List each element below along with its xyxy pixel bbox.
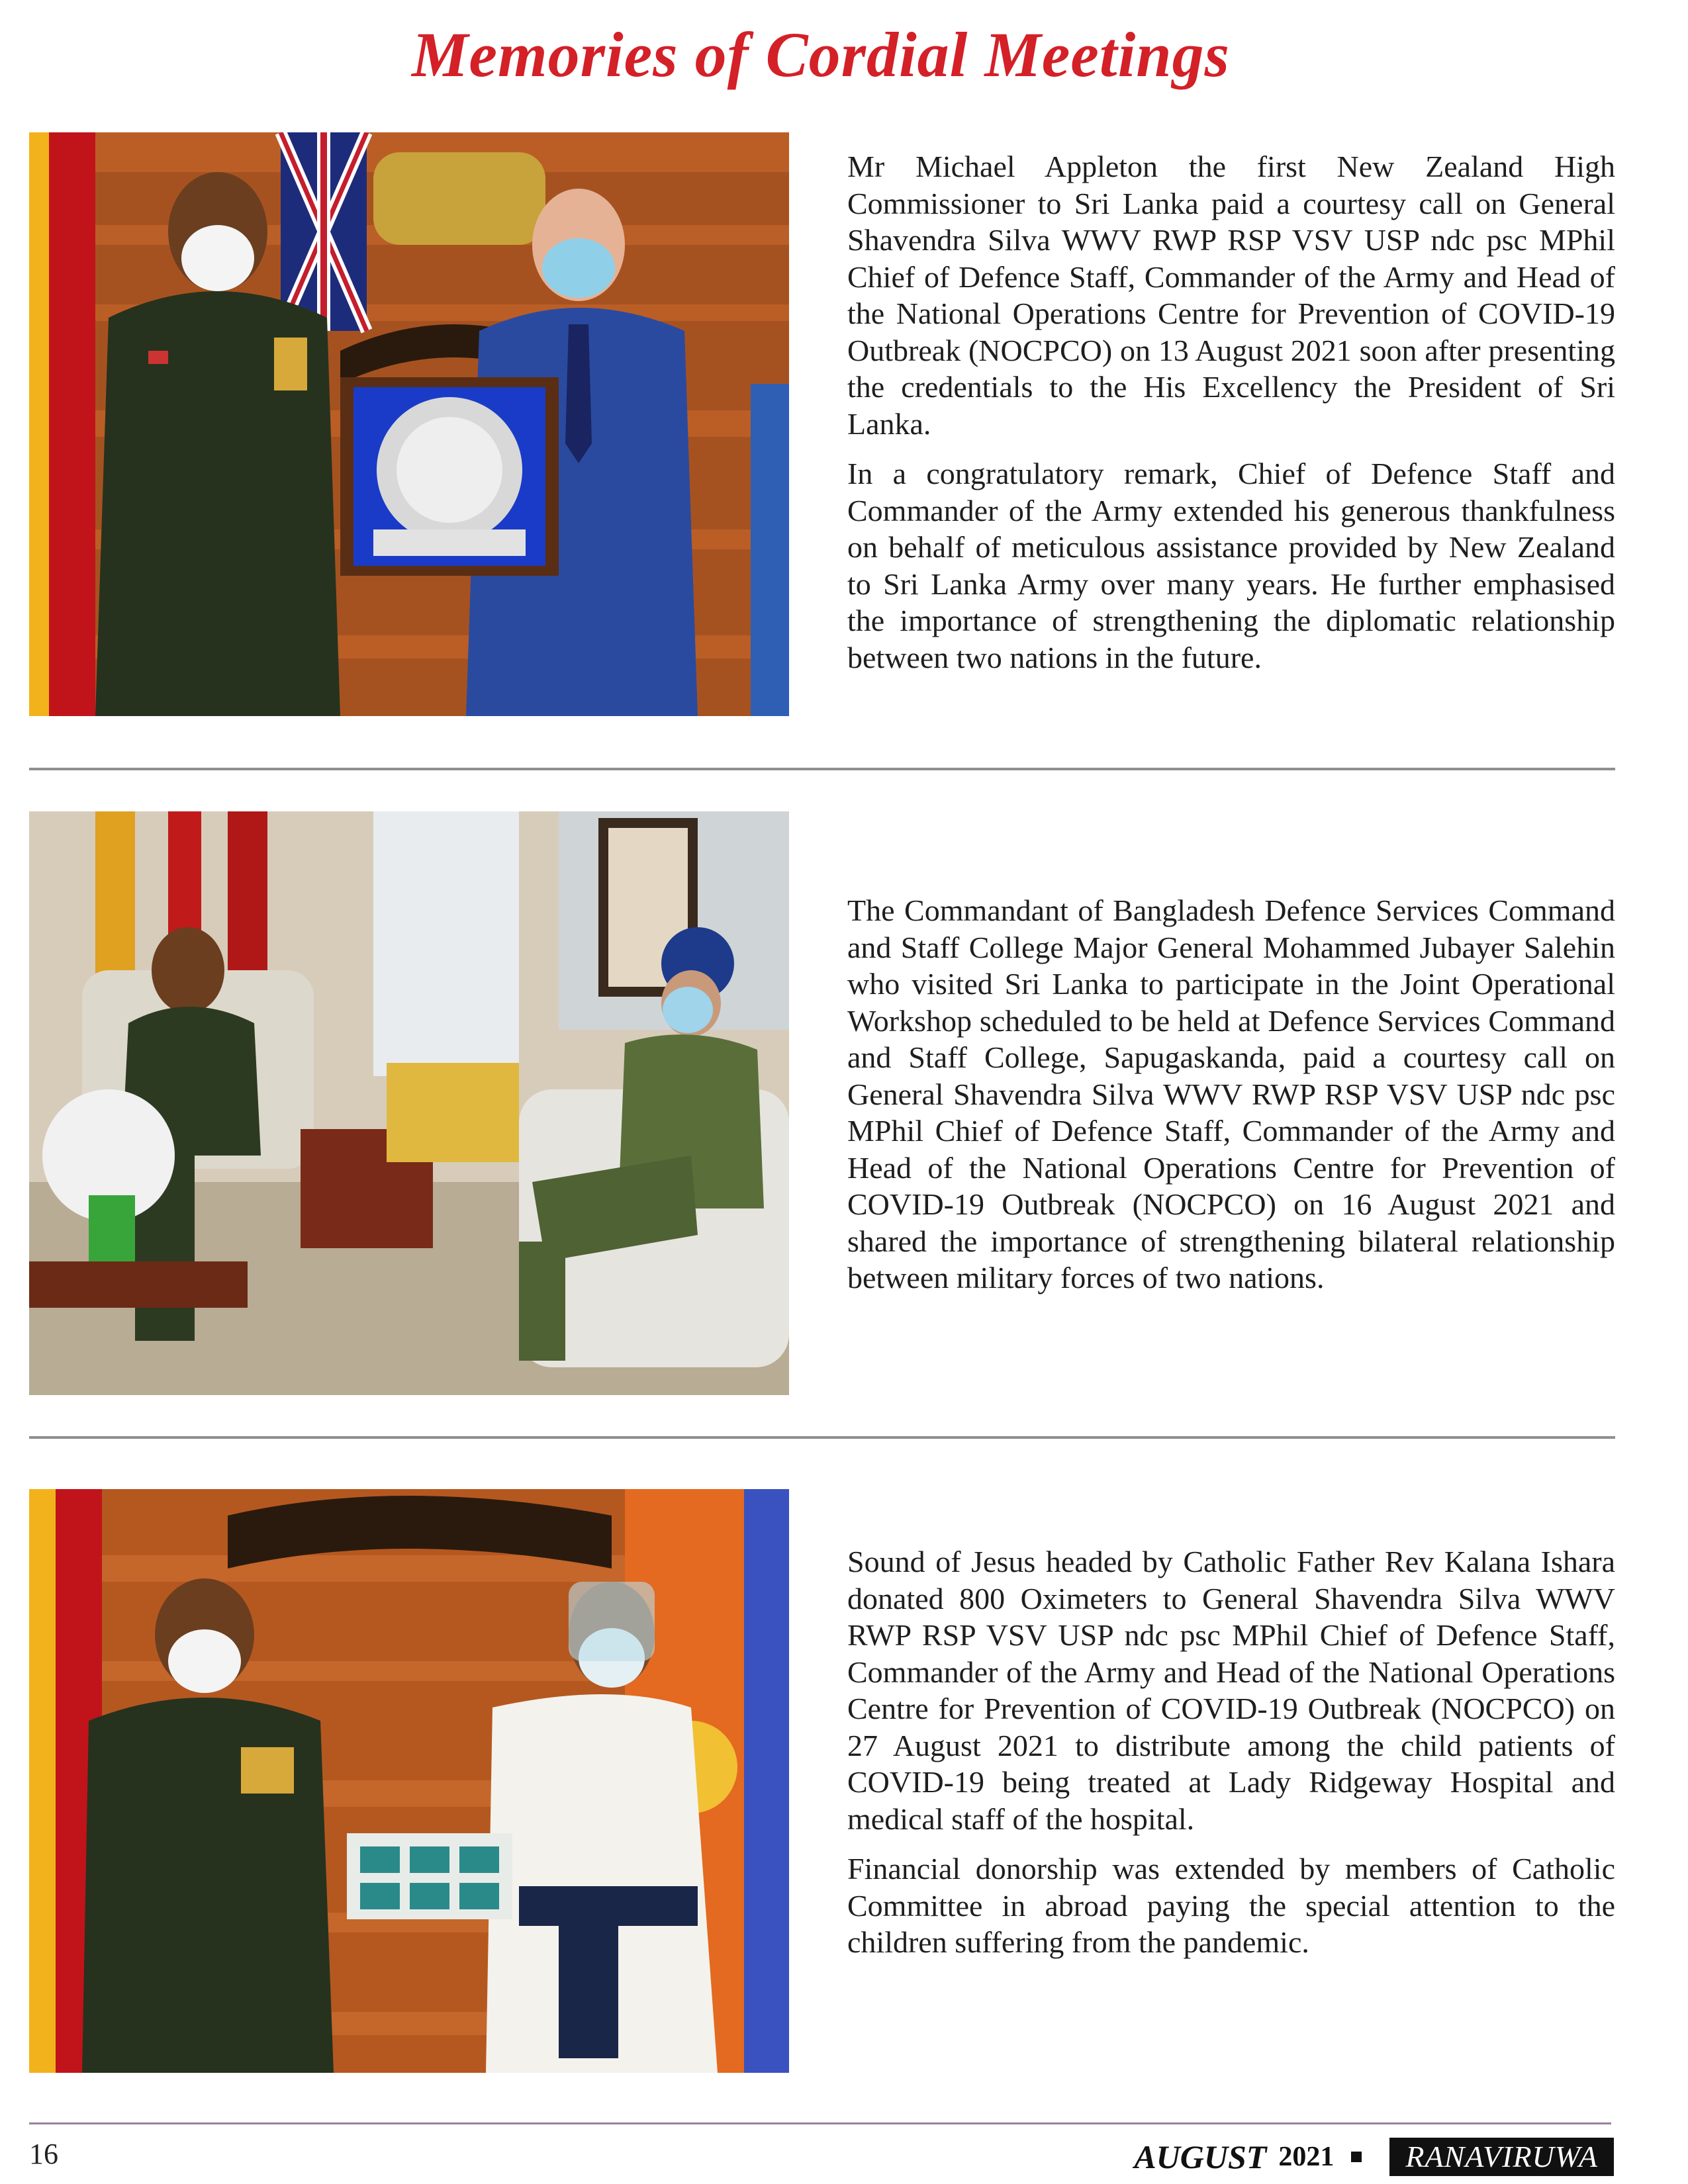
footer-issue-info xyxy=(1134,2138,1614,2176)
page-title: Memories of Cordial Meetings xyxy=(411,19,1230,90)
footer-rule xyxy=(29,2122,1611,2124)
separator-bullet xyxy=(1351,2152,1362,2162)
paragraph: Mr Michael Appleton the first New Zealand High Commissioner to Sri Lanka paid a courtesy call on General Shavendra Silva WWV RWP RSP VSV USP ndc psc MPhil Chief of Defence Staff, Commander of the Army and Head of the National Operations Centre for Prevention of COVID-19 Outbreak (NOCPCO) on 13 August 2021 soon after presenting the credentials to the His Excellency the President of Sri Lanka. xyxy=(847,150,1615,441)
article-new-zealand xyxy=(29,132,1614,721)
paragraph: Financial donorship was extended by members of Catholic Committee in abroad paying the special attention to the children suffering from the pandemic. xyxy=(847,1852,1615,1959)
magazine-name: RANAVIRUWA xyxy=(1389,2138,1614,2176)
issue-year: 2021 xyxy=(1278,2142,1335,2172)
paragraph: The Commandant of Bangladesh Defence Services Command and Staff College Major General Mohammed Jubayer Salehin who visited Sri Lanka to participate in the Joint Operational Workshop scheduled to be held at Defence Services Command and Staff College, Sapugaskanda, paid a courtesy call on General Shavendra Silva WWV RWP RSP VSV USP ndc psc MPhil Chief of Defence Staff, Commander of the Army and Head of the National Operations Centre for Prevention of COVID-19 Outbreak (NOCPCO) on 16 August 2021 and shared the importance of strengthening bilateral relationship between military forces of two nations. xyxy=(847,893,1615,1295)
page-number: 16 xyxy=(29,2138,58,2170)
article-text xyxy=(847,1543,1615,1974)
article-text xyxy=(847,148,1615,689)
article-bangladesh xyxy=(29,811,1614,1395)
issue-month: AUGUST xyxy=(1134,2138,1267,2175)
article-oximeter-donation xyxy=(29,1489,1614,2073)
paragraph: In a congratulatory remark, Chief of Defence Staff and Commander of the Army extended his generous thankfulness on behalf of meticulous assistance provided by New Zealand to Sri Lanka Army over many years. He further emphasised the importance of strengthening the diplomatic relationship between two nations in the future. xyxy=(847,457,1615,674)
photo-courtesy-call-office xyxy=(29,811,789,1395)
section-divider xyxy=(29,1436,1615,1439)
section-divider xyxy=(29,768,1615,770)
photo-oximeter-handover xyxy=(29,1489,789,2073)
article-text xyxy=(847,892,1615,1310)
paragraph: Sound of Jesus headed by Catholic Father Rev Kalana Ishara donated 800 Oximeters to General Shavendra Silva WWV RWP RSP VSV USP ndc psc MPhil Chief of Defence Staff, Commander of the Army and Head of the National Operations Centre for Prevention of COVID-19 Outbreak (NOCPCO) on 27 August 2021 to distribute among the child patients of COVID-19 being treated at Lady Ridgeway Hospital and medical staff of the hospital. xyxy=(847,1545,1615,1836)
photo-plaque-presentation xyxy=(29,132,789,716)
